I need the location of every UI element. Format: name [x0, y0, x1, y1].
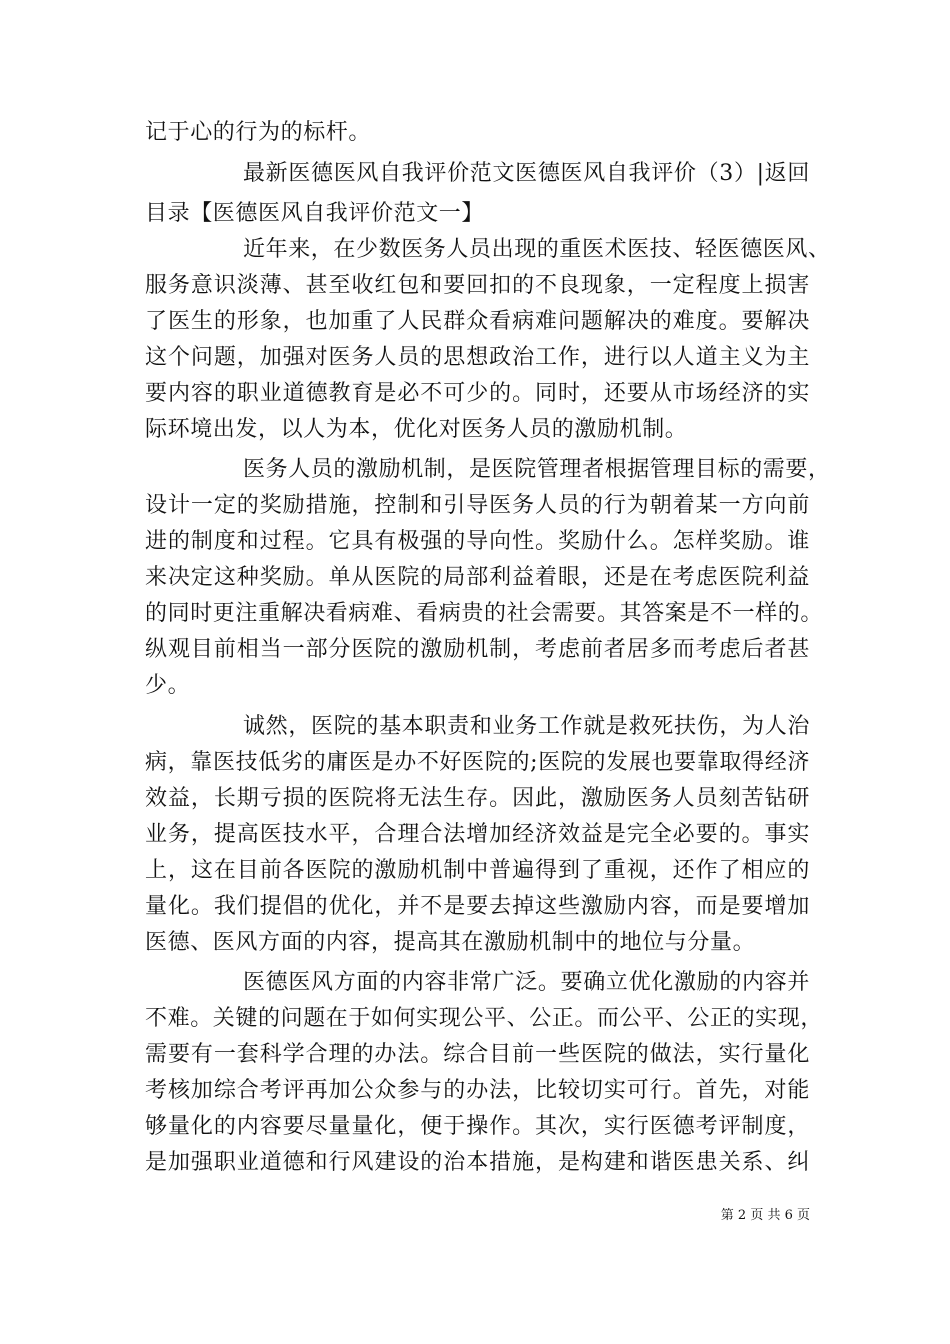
- paragraph-3-line-7: 医德、医风方面的内容，提高其在激励机制中的地位与分量。: [145, 930, 756, 955]
- paragraph-4-line-3: 需要有一套科学合理的办法。综合目前一些医院的做法，实行量化: [145, 1042, 810, 1067]
- text-line-1: 记于心的行为的标杆。: [145, 120, 372, 145]
- paragraph-4-line-5: 够量化的内容要尽量量化，便于操作。其次，实行医德考评制度，: [145, 1114, 810, 1139]
- paragraph-2-line-5: 的同时更注重解决看病难、看病贵的社会需要。其答案是不一样的。: [145, 601, 824, 626]
- paragraph-1-line-1: 近年来，在少数医务人员出现的重医术医技、轻医德医风、: [243, 237, 831, 262]
- paragraph-3-line-1: 诚然，医院的基本职责和业务工作就是救死扶伤，为人治: [243, 714, 810, 739]
- page-number-footer: 第 2 页 共 6 页: [720, 1208, 810, 1223]
- paragraph-1-line-3: 了医生的形象，也加重了人民群众看病难问题解决的难度。要解决: [145, 309, 810, 334]
- paragraph-4-line-6: 是加强职业道德和行风建设的治本措施，是构建和谐医患关系、纠: [145, 1150, 810, 1175]
- paragraph-4-line-2: 不难。关键的问题在于如何实现公平、公正。而公平、公正的实现，: [145, 1006, 824, 1031]
- paragraph-1-line-5: 要内容的职业道德教育是必不可少的。同时，还要从市场经济的实: [145, 381, 810, 406]
- paragraph-1-line-2: 服务意识淡薄、甚至收红包和要回扣的不良现象，一定程度上损害: [145, 273, 810, 298]
- paragraph-3-line-3: 效益，长期亏损的医院将无法生存。因此，激励医务人员刻苦钻研: [145, 786, 810, 811]
- paragraph-1-line-4: 这个问题，加强对医务人员的思想政治工作，进行以人道主义为主: [145, 345, 810, 370]
- paragraph-2-line-1: 医务人员的激励机制，是医院管理者根据管理目标的需要，: [243, 457, 831, 482]
- paragraph-4-line-4: 考核加综合考评再加公众参与的办法，比较切实可行。首先，对能: [145, 1078, 810, 1103]
- paragraph-2-line-4: 来决定这种奖励。单从医院的局部利益着眼，还是在考虑医院利益: [145, 565, 810, 590]
- paragraph-2-line-7: 少。: [145, 673, 191, 698]
- paragraph-2-line-3: 进的制度和过程。它具有极强的导向性。奖励什么。怎样奖励。谁: [145, 529, 810, 554]
- paragraph-3-line-6: 量化。我们提倡的优化，并不是要去掉这些激励内容，而是要增加: [145, 894, 810, 919]
- paragraph-4-line-1: 医德医风方面的内容非常广泛。要确立优化激励的内容并: [243, 970, 810, 995]
- paragraph-2-line-6: 纵观目前相当一部分医院的激励机制，考虑前者居多而考虑后者甚: [145, 637, 810, 662]
- paragraph-1-line-6: 际环境出发，以人为本，优化对医务人员的激励机制。: [145, 417, 688, 442]
- section-heading-line-2: 目录【医德医风自我评价范文一】: [145, 201, 485, 226]
- paragraph-3-line-2: 病，靠医技低劣的庸医是办不好医院的;医院的发展也要靠取得经济: [145, 750, 810, 775]
- section-heading-line-1: 最新医德医风自我评价范文医德医风自我评价（3）|返回: [243, 161, 810, 186]
- paragraph-3-line-5: 上，这在目前各医院的激励机制中普遍得到了重视，还作了相应的: [145, 858, 810, 883]
- paragraph-2-line-2: 设计一定的奖励措施，控制和引导医务人员的行为朝着某一方向前: [145, 493, 810, 518]
- paragraph-3-line-4: 业务，提高医技水平，合理合法增加经济效益是完全必要的。事实: [145, 822, 810, 847]
